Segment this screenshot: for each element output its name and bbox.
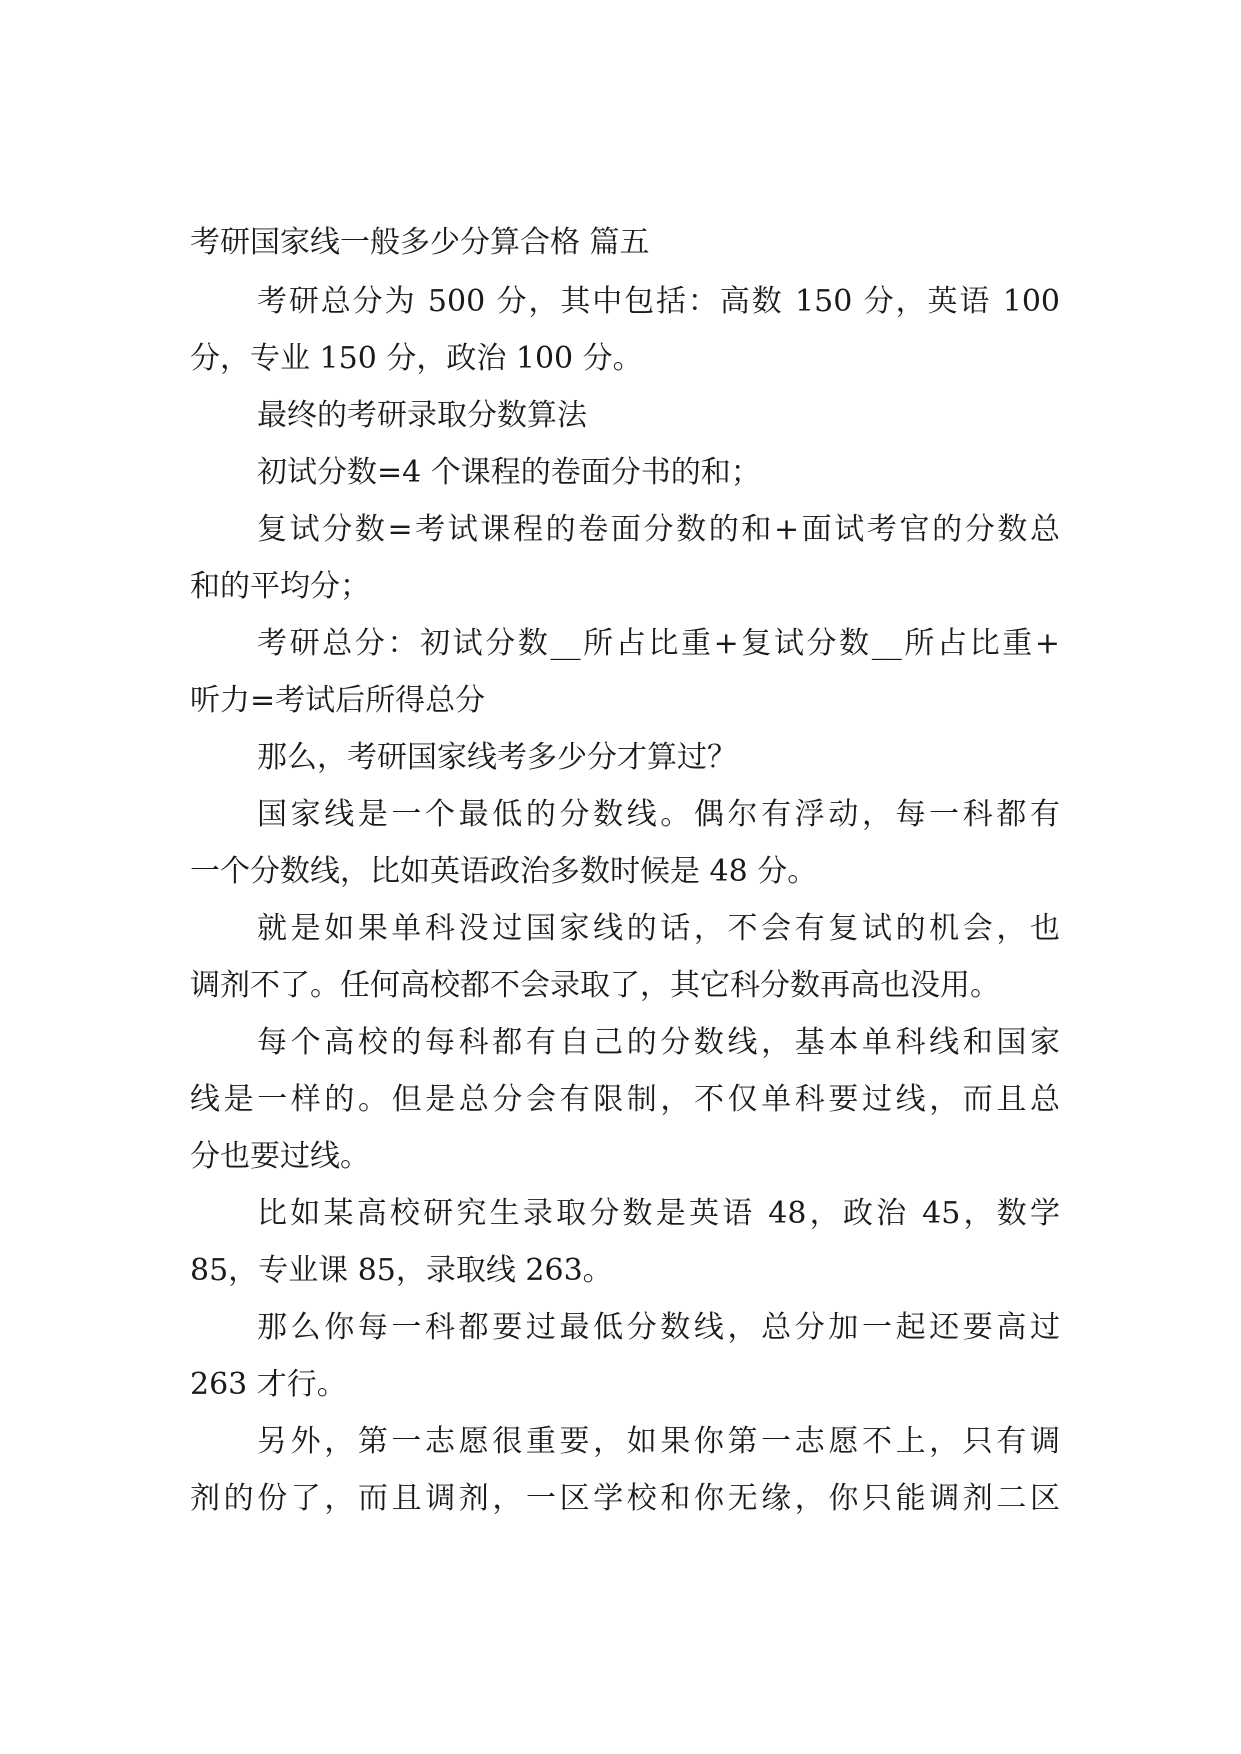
paragraph-line: 263 才行。 [190,1367,347,1402]
paragraph-line: 每个高校的每科都有自己的分数线，基本单科线和国家 [257,1025,1060,1060]
paragraph-line: 那么你每一科都要过最低分数线，总分加一起还要高过 [257,1310,1060,1345]
paragraph-line: 比如某高校研究生录取分数是英语 48，政治 45，数学 [257,1196,1060,1231]
paragraph-line: 考研总分：初试分数__所占比重+复试分数__所占比重+ [257,626,1060,661]
paragraph-line: 分，专业 150 分，政治 100 分。 [190,341,643,376]
paragraph-line: 剂的份了，而且调剂，一区学校和你无缘，你只能调剂二区 [190,1481,1060,1516]
paragraph-line: 线是一样的。但是总分会有限制，不仅单科要过线，而且总 [190,1082,1060,1117]
paragraph-line: 考研总分为 500 分，其中包括：高数 150 分，英语 100 [257,284,1060,319]
document-title: 考研国家线一般多少分算合格 篇五 [190,225,650,260]
paragraph-line: 85，专业课 85，录取线 263。 [190,1253,613,1288]
paragraph-line: 一个分数线，比如英语政治多数时候是 48 分。 [190,854,818,889]
paragraph-line: 就是如果单科没过国家线的话，不会有复试的机会，也 [257,911,1060,946]
paragraph-line: 最终的考研录取分数算法 [257,398,587,433]
paragraph-line: 和的平均分； [190,569,370,604]
paragraph-line: 听力=考试后所得总分 [190,683,486,718]
paragraph-line: 分也要过线。 [190,1139,370,1174]
paragraph-line: 那么，考研国家线考多少分才算过？ [257,740,737,775]
paragraph-line: 复试分数=考试课程的卷面分数的和+面试考官的分数总 [257,512,1060,547]
paragraph-line: 初试分数=4 个课程的卷面分书的和； [257,455,761,490]
paragraph-line: 另外，第一志愿很重要，如果你第一志愿不上，只有调 [257,1424,1060,1459]
paragraph-line: 调剂不了。任何高校都不会录取了，其它科分数再高也没用。 [190,968,1000,1003]
paragraph-line: 国家线是一个最低的分数线。偶尔有浮动，每一科都有 [257,797,1060,832]
